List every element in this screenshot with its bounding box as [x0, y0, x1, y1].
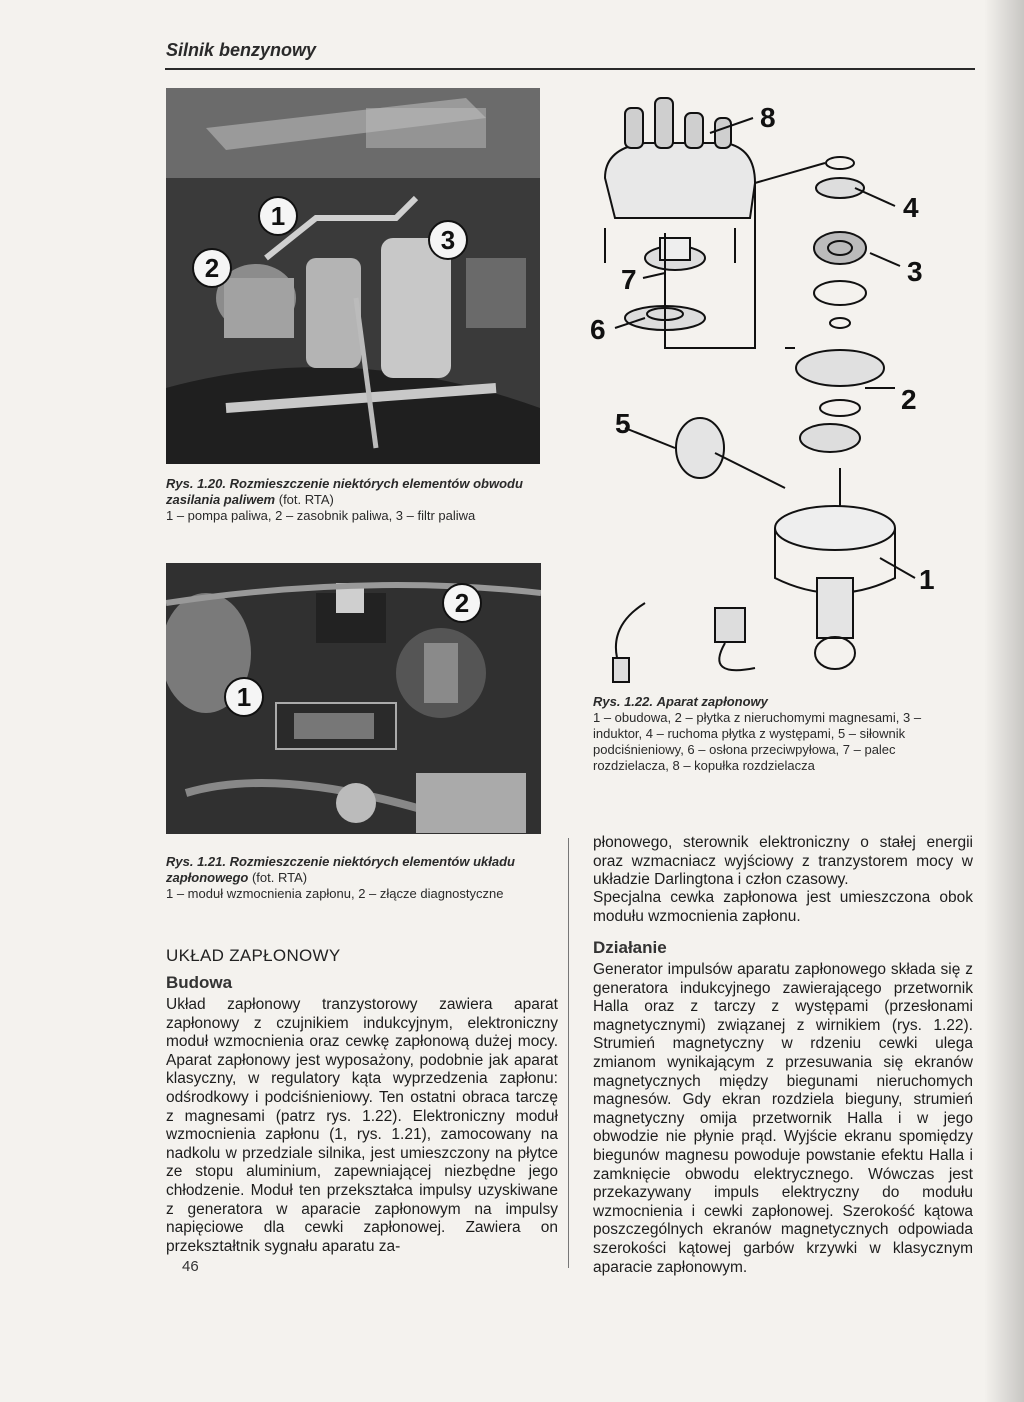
fig-1-21-title: Rozmieszczenie niektórych elementów układu zapłonowego — [166, 854, 515, 885]
fig-1-20-callout-2: 2 — [192, 248, 232, 288]
fig-1-20-photo — [166, 88, 540, 464]
fig-1-22-diagram — [585, 88, 945, 688]
fig-1-22-number-7: 7 — [621, 264, 637, 295]
ignition-system-photo-illustration — [166, 563, 541, 834]
fig-1-21-legend: 1 – moduł wzmocnienia zapłonu, 2 – złącze diagnostyczne — [166, 886, 504, 901]
fig-1-20-legend: 1 – pompa paliwa, 2 – zasobnik paliwa, 3 – filtr paliwa — [166, 508, 476, 523]
right-column-paragraph-3: Generator impulsów aparatu zapłonowego składa się z generatora indukcyjnego zawierającego przetwornik Halla oraz z tarczy z występami (przesłonami magnetycznymi) związanej z wirnikiem (rys. 1.22). Strumień magnetyczny w rdzeniu cewki ulega zmianom wynikającym z przesuwania się ekranów magnetycznych między biegunami nieruchomych magnesów. Gdy ekran rozdziela bieguny, strumień magnetyczny omija przetwornik Halla i w jego obwodzie nie płynie prąd. Wyjście ekranu spomiędzy biegunów magnesu powoduje powstanie efektu Halla i zamknięcie obwodu elektrycznego. Wówczas jest przekazywany impuls elektryczny do modułu wzmocnienia i cewki zapłonowej. Szerokość kątowa poszczególnych ekranów magnetycznych odpowiada szerokości kątowej garbów krzywki w klasycznym aparacie zapłonowym. — [593, 961, 973, 1276]
section-heading: UKŁAD ZAPŁONOWY — [166, 946, 341, 965]
fig-1-20-source: (fot. RTA) — [278, 492, 334, 507]
subheading-budowa: Budowa — [166, 973, 233, 992]
fig-1-22-title: Aparat zapłonowy — [656, 694, 768, 709]
fig-1-21-source: (fot. RTA) — [251, 870, 308, 885]
ignition-distributor-exploded-drawing — [585, 88, 945, 688]
scan-edge-shadow — [984, 0, 1024, 1402]
left-column-paragraph: Układ zapłonowy tranzystorowy zawiera aparat zapłonowy z czujnikiem indukcyjnym, elektroniczny moduł wzmocnienia oraz cewkę zapłonową dużej mocy. Aparat zapłonowy jest wyposażony, podobnie jak aparat klasyczny, w regulatory kąta wyprzedzenia zapłonu: odśrodkowy i podciśnieniowy. Ten ostatni obraca tarczę z magnesami (patrz rys. 1.22). Elektroniczny moduł wzmocnienia zapłonu (1, rys. 1.21), zamocowany na nadkolu w przedziale silnika, jest umieszczony na płytce ze stopu aluminium, zapewniającej niezbędne jego chłodzenie. Moduł ten przekształca impulsy uzyskiwane z generatora w aparacie zapłonowym na impulsy napięciowe dla cewki zapłonowej. Zawiera on przekształtnik sygnału aparatu za- — [166, 996, 558, 1255]
header-rule — [165, 68, 975, 70]
right-column-paragraph-1: płonowego, sterownik elektroniczny o stałej energii oraz wzmacniacz wyjściowy z tranzystorem mocy w układzie Darlingtona i człon czasowy. — [593, 834, 973, 889]
fig-1-22-label: Rys. 1.22. — [593, 694, 653, 709]
fig-1-22-number-1: 1 — [919, 564, 935, 595]
fig-1-22-number-5: 5 — [615, 408, 631, 439]
fig-1-20-title: Rozmieszczenie niektórych elementów obwodu zasilania paliwem — [166, 476, 523, 507]
fig-1-22-number-4: 4 — [903, 192, 919, 223]
fig-1-22-number-8: 8 — [760, 102, 776, 133]
fig-1-22-number-2: 2 — [901, 384, 917, 415]
subheading-dzialanie: Działanie — [593, 938, 667, 957]
column-divider — [568, 838, 569, 1268]
fig-1-22-number-3: 3 — [907, 256, 923, 287]
fig-1-20-callout-1: 1 — [258, 196, 298, 236]
fig-1-21-label: Rys. 1.21. — [166, 854, 226, 869]
fig-1-22-number-6: 6 — [590, 314, 606, 345]
fig-1-20-caption — [166, 476, 526, 524]
running-header: Silnik benzynowy — [166, 40, 317, 60]
fig-1-22-legend: 1 – obudowa, 2 – płytka z nieruchomymi magnesami, 3 – induktor, 4 – ruchoma płytka z występami, 5 – siłownik podciśnieniowy, 6 – osłona przeciwpyłowa, 7 – palec rozdzielacza, 8 – kopułka rozdzielacza — [593, 710, 922, 773]
fig-1-21-callout-1: 1 — [224, 677, 264, 717]
fig-1-20-callout-3: 3 — [428, 220, 468, 260]
fig-1-21-caption — [166, 854, 546, 902]
fig-1-21-callout-2: 2 — [442, 583, 482, 623]
fig-1-20-label: Rys. 1.20. — [166, 476, 226, 491]
fig-1-22-caption — [593, 694, 953, 774]
fig-1-21-photo — [166, 563, 541, 834]
right-column-paragraph-2: Specjalna cewka zapłonowa jest umieszczona obok modułu wzmocnienia zapłonu. — [593, 889, 973, 925]
page-number: 46 — [182, 1258, 199, 1275]
